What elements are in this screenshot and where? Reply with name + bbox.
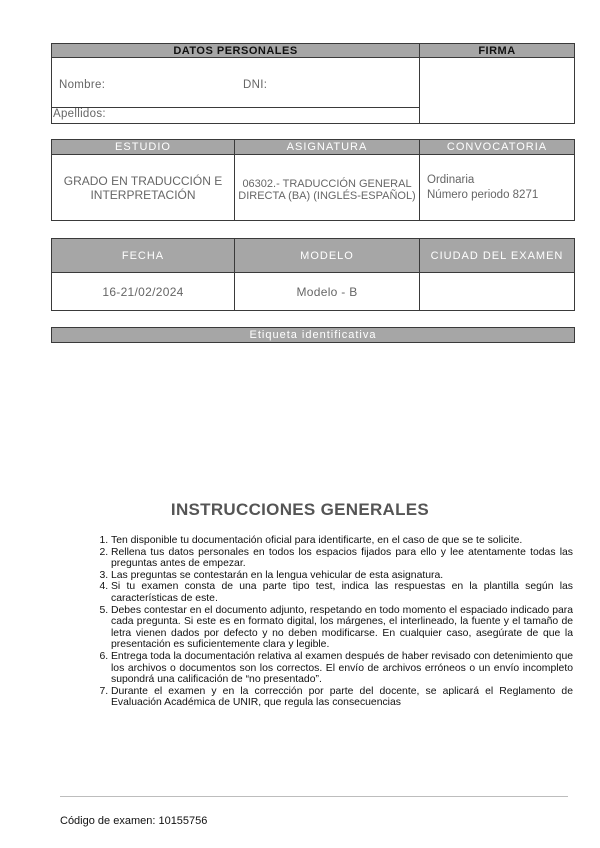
fecha-header: FECHA	[52, 239, 235, 272]
convocatoria-header: CONVOCATORIA	[420, 140, 574, 154]
convocatoria-period: Número periodo 8271	[427, 188, 539, 201]
instructions-list	[93, 535, 573, 771]
ciudad-header: CIUDAD DEL EXAMEN	[420, 239, 574, 272]
label-header: Etiqueta identificativa	[52, 328, 574, 342]
estudio-header: ESTUDIO	[52, 140, 235, 154]
dni-label: DNI:	[243, 79, 268, 91]
instruction-item: 1. Ten disponible tu documentación oficial para identificarte, en el caso de que se te solicite.	[111, 535, 573, 547]
label-table	[51, 327, 575, 343]
asignatura-value: 06302.- TRADUCCIÓN GENERAL DIRECTA (BA) (INGLÉS-ESPAÑOL)	[235, 155, 420, 220]
course-table	[51, 139, 575, 221]
footer-divider	[60, 796, 568, 797]
personal-data-table	[51, 43, 575, 124]
personal-data-header: DATOS PERSONALES	[52, 44, 420, 58]
convocatoria-type: Ordinaria	[427, 173, 475, 186]
instruction-item: 2. Rellena tus datos personales en todos los espacios fijados para ello y lee atentamente todas las preguntas antes de empezar.	[111, 547, 573, 570]
signature-box[interactable]	[420, 58, 574, 123]
apellidos-row[interactable]	[52, 108, 420, 123]
instruction-item: 4. Si tu examen consta de una parte tipo test, indica las respuestas en la plantilla según las características de este.	[111, 581, 573, 604]
instruction-item: 3. Las preguntas se contestarán en la lengua vehicular de esta asignatura.	[111, 570, 573, 582]
apellidos-label: Apellidos:	[53, 108, 106, 120]
exam-info-table	[51, 238, 575, 311]
estudio-value: GRADO EN TRADUCCIÓN E INTERPRETACIÓN	[52, 155, 235, 220]
instruction-item: 7. Durante el examen y en la corrección por parte del docente, se aplicará el Reglamento de Evaluación Académica de UNIR, que regula las consecuencias	[111, 686, 573, 709]
asignatura-header: ASIGNATURA	[235, 140, 420, 154]
instruction-item: 5. Debes contestar en el documento adjunto, respetando en todo momento el espaciado indicado para cada pregunta. Si este es en formato digital, los márgenes, el interlineado, la fuente y el tamaño de letra vienen dados por defecto y no deben modificarse. En cualquier caso, asegúrate de que la presentación es suficientemente clara y legible.	[111, 605, 573, 651]
name-dni-row[interactable]	[52, 58, 420, 108]
modelo-value: Modelo - B	[235, 273, 420, 310]
nombre-label: Nombre:	[59, 79, 106, 91]
instruction-item: 6. Entrega toda la documentación relativa al examen después de haber revisado con detenimiento que los archivos o documentos son los correctos. El envío de archivos erróneos o un envío incompleto supondrá una calificación de “no presentado”.	[111, 651, 573, 686]
convocatoria-value	[420, 155, 574, 220]
signature-header: FIRMA	[420, 44, 574, 58]
ciudad-value[interactable]	[420, 273, 574, 310]
instructions-title: INSTRUCCIONES GENERALES	[170, 500, 430, 519]
exam-code: Código de examen: 10155756	[60, 815, 208, 827]
modelo-header: MODELO	[235, 239, 420, 272]
fecha-value: 16-21/02/2024	[52, 273, 235, 310]
